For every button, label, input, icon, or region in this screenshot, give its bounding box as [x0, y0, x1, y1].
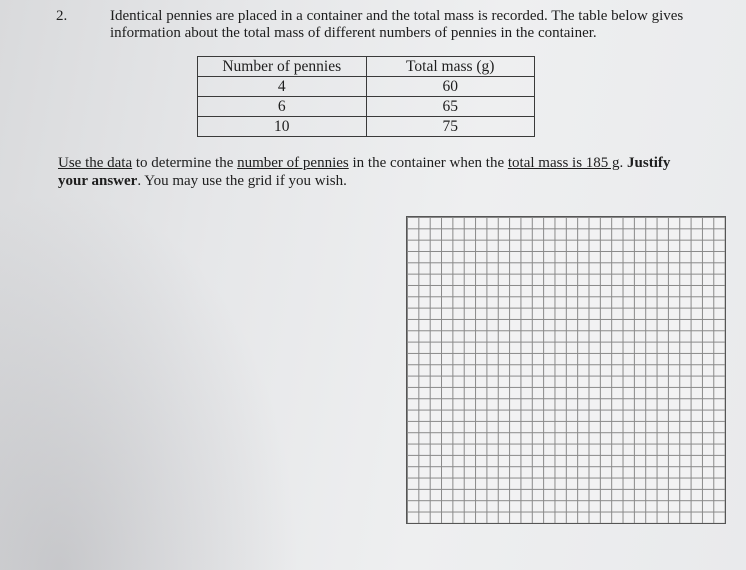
pennies-table	[197, 56, 535, 137]
instr-text: to determine the	[132, 155, 238, 171]
header-number-of-pennies: Number of pennies	[198, 57, 367, 77]
instr-use-the-data: Use the data	[58, 155, 133, 171]
instr-text: . You may use the grid if you wish.	[137, 173, 347, 189]
instr-text: .	[619, 155, 628, 171]
instruction-text	[58, 154, 698, 190]
instr-number-of-pennies: number of pennies	[237, 155, 349, 171]
cell-mass: 75	[366, 117, 535, 137]
answer-grid[interactable]	[406, 216, 726, 524]
table-row	[198, 77, 535, 97]
instr-justify: Justify your answer	[58, 155, 671, 189]
question-text: Identical pennies are placed in a container and the total mass is recorded. The table below gives information about the total mass of different numbers of pennies in the container.	[110, 8, 684, 41]
shadow-overlay	[0, 190, 300, 570]
header-total-mass: Total mass (g)	[366, 57, 535, 77]
table-header-row	[198, 57, 535, 77]
cell-pennies: 4	[198, 77, 367, 97]
table-row	[198, 97, 535, 117]
table-row	[198, 117, 535, 137]
instr-total-mass: total mass is 185 g	[507, 155, 620, 171]
cell-pennies: 10	[198, 117, 367, 137]
instr-text: in the container when the	[348, 155, 508, 171]
question-number: 2.	[56, 8, 68, 24]
cell-pennies: 6	[198, 97, 367, 117]
cell-mass: 60	[366, 77, 535, 97]
cell-mass: 65	[366, 97, 535, 117]
